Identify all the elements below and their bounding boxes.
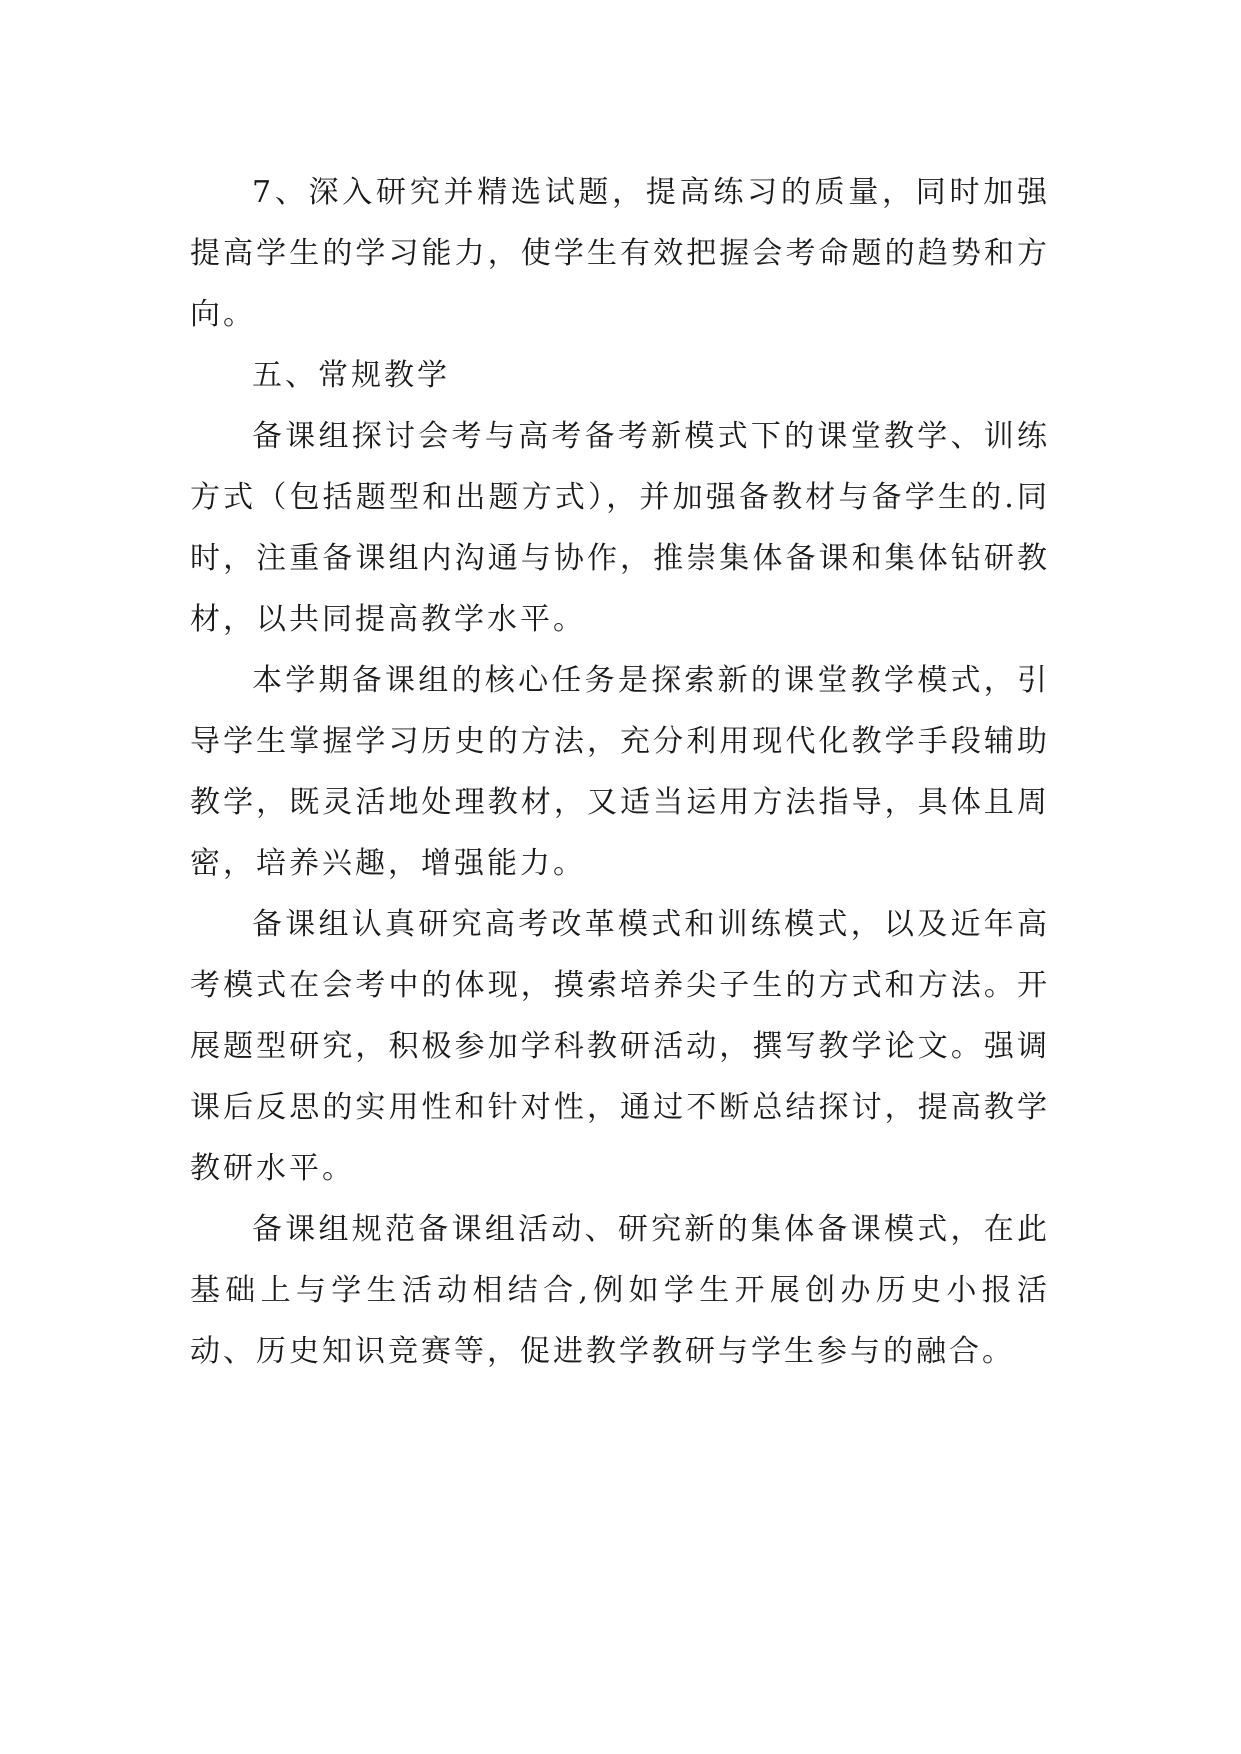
- document-page: [190, 162, 1050, 1382]
- paragraph-item-7: 7、深入研究并精选试题，提高练习的质量，同时加强提高学生的学习能力，使学生有效把握会考命题的趋势和方向。: [190, 175, 1050, 332]
- paragraph-activity-integration: 备课组规范备课组活动、研究新的集体备课模式，在此基础上与学生活动相结合,例如学生开展创办历史小报活动、历史知识竞赛等，促进教学教研与学生参与的融合。: [190, 1212, 1050, 1369]
- section-heading-routine-teaching: 五、常规教学: [252, 358, 450, 393]
- paragraph-core-task: 本学期备课组的核心任务是探索新的课堂教学模式，引导学生掌握学习历史的方法，充分利用现代化教学手段辅助教学，既灵活地处理教材，又适当运用方法指导，具体且周密，培养兴趣，增强能力。: [190, 663, 1050, 881]
- paragraph-exam-reform-research: 备课组认真研究高考改革模式和训练模式，以及近年高考模式在会考中的体现，摸索培养尖子生的方式和方法。开展题型研究，积极参加学科教研活动，撰写教学论文。强调课后反思的实用性和针对性，通过不断总结探讨，提高教学教研水平。: [190, 907, 1050, 1186]
- paragraph-lesson-prep-discussion: 备课组探讨会考与高考备考新模式下的课堂教学、训练方式（包括题型和出题方式），并加强备教材与备学生的.同时，注重备课组内沟通与协作，推崇集体备课和集体钻研教材，以共同提高教学水平。: [190, 419, 1050, 637]
